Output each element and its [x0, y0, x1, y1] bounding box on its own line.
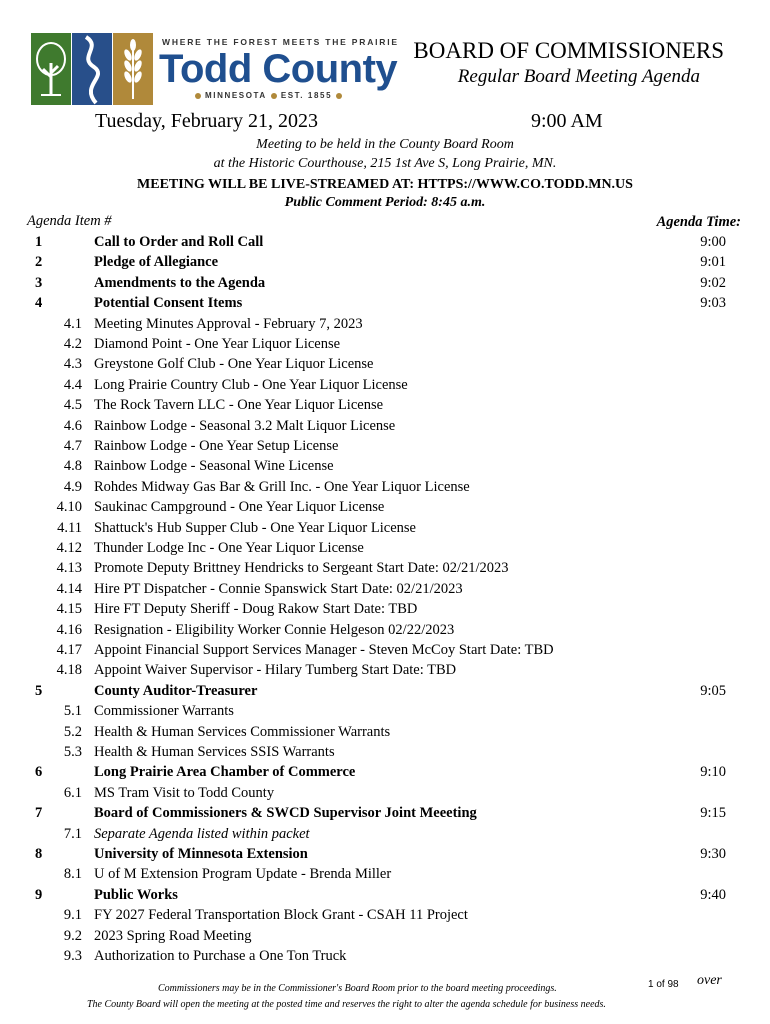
item-text: Thunder Lodge Inc - One Year Liquor License [94, 540, 364, 556]
agenda-item [0, 254, 770, 274]
item-time: 9:00 [700, 234, 726, 250]
subitem-number: 4.13 [56, 560, 82, 577]
item-number: 5 [35, 682, 43, 699]
item-number: 3 [35, 274, 43, 291]
logo-name: Todd County [159, 47, 398, 91]
item-text: Commissioner Warrants [94, 703, 234, 720]
agenda-subitem [0, 622, 770, 642]
item-text: Saukinac Campground - One Year Liquor License [94, 499, 385, 516]
agenda-item [0, 887, 770, 907]
logo-subline [191, 91, 346, 100]
public-comment-period: Public Comment Period: 8:45 a.m. [284, 195, 486, 210]
agenda-subitem [0, 724, 770, 744]
subitem-number: 5.1 [63, 703, 82, 720]
location-line-1: Meeting to be held in the County Board Room [256, 137, 514, 152]
agenda-subitem [0, 438, 770, 458]
agenda-subitem [0, 581, 770, 601]
agenda-subitem [0, 458, 770, 478]
subitem-number: 4.11 [57, 519, 82, 536]
item-number: 1 [35, 234, 43, 250]
subitem-number: 4.1 [63, 315, 82, 332]
item-time: 9:40 [700, 886, 726, 903]
item-text: Diamond Point - One Year Liquor License [94, 336, 341, 352]
subitem-number: 4.17 [56, 642, 82, 658]
item-time: 9:05 [700, 682, 726, 699]
subitem-number: 4.2 [63, 336, 82, 352]
item-text: University of Minnesota Extension [94, 846, 308, 862]
item-text: Hire FT Deputy Sheriff - Doug Rakow Start Date: TBD [94, 601, 418, 618]
agenda-subitem [0, 907, 770, 927]
item-time: 9:03 [700, 295, 726, 312]
agenda-subitem [0, 642, 770, 662]
wheat-icon [113, 33, 153, 105]
item-time: 9:02 [700, 274, 726, 291]
subitem-number: 4.14 [56, 580, 82, 597]
logo-state: MINNESOTA [205, 91, 267, 100]
agenda-subitem [0, 499, 770, 519]
item-text: Public Works [94, 886, 178, 903]
footer-note-2: The County Board will open the meeting at the posted time and reserves the right to alter the agenda schedule for business needs. [87, 999, 606, 1010]
subitem-number: 5.3 [63, 744, 82, 760]
item-text: Greystone Golf Club - One Year Liquor License [94, 356, 374, 373]
item-text: Call to Order and Roll Call [94, 234, 264, 250]
agenda-item [0, 764, 770, 784]
item-text: Board of Commissioners & SWCD Supervisor Joint Meeeting [94, 805, 477, 822]
dot-icon [271, 93, 277, 99]
agenda-item [0, 234, 770, 254]
subitem-number: 4.3 [63, 356, 82, 373]
item-time: 9:10 [700, 764, 726, 781]
agenda-subitem [0, 662, 770, 682]
item-text: Long Prairie Country Club - One Year Liquor License [94, 376, 408, 393]
agenda-item [0, 295, 770, 315]
item-text: Rainbow Lodge - Seasonal 3.2 Malt Liquor License [94, 417, 396, 434]
agenda-subitem [0, 397, 770, 417]
item-number: 9 [35, 886, 43, 903]
agenda-subitem [0, 744, 770, 764]
agenda-subitem [0, 356, 770, 376]
item-number: 7 [35, 805, 43, 822]
location-line-2: at the Historic Courthouse, 215 1st Ave S, Long Prairie, MN. [213, 156, 557, 171]
agenda-subitem [0, 866, 770, 886]
subitem-number: 4.15 [56, 601, 82, 618]
item-text: The Rock Tavern LLC - One Year Liquor License [94, 397, 384, 414]
agenda-subitem [0, 703, 770, 723]
agenda-time-heading: Agenda Time: [656, 214, 741, 230]
item-time: 9:01 [700, 254, 726, 271]
item-time: 9:15 [700, 805, 726, 822]
agenda-subitem [0, 928, 770, 948]
agenda-subitem [0, 316, 770, 336]
agenda-item [0, 846, 770, 866]
item-text: Potential Consent Items [94, 295, 243, 312]
dot-icon [195, 93, 201, 99]
agenda-subitem [0, 826, 770, 846]
river-icon [72, 33, 112, 105]
logo-tagline: WHERE THE FOREST MEETS THE PRAIRIE [162, 37, 399, 47]
livestream-notice: MEETING WILL BE LIVE-STREAMED AT: HTTPS://WWW.CO.TODD.MN.US [137, 177, 633, 192]
subitem-number: 6.1 [63, 784, 82, 801]
footer-note-1: Commissioners may be in the Commissioner's Board Room prior to the board meeting proceedings. [158, 983, 557, 994]
subitem-number: 4.7 [63, 438, 82, 454]
item-text: FY 2027 Federal Transportation Block Grant - CSAH 11 Project [94, 907, 468, 924]
subitem-number: 4.10 [56, 499, 82, 516]
subitem-number: 4.18 [56, 662, 82, 679]
agenda-subtitle: Regular Board Meeting Agenda [457, 66, 700, 87]
item-text: Authorization to Purchase a One Ton Truck [94, 948, 347, 964]
agenda-item [0, 275, 770, 295]
subitem-number: 9.2 [63, 927, 82, 944]
meeting-date: Tuesday, February 21, 2023 [95, 110, 318, 132]
item-text: Hire PT Dispatcher - Connie Spanswick Start Date: 02/21/2023 [94, 580, 463, 597]
subitem-number: 9.1 [63, 907, 82, 924]
subitem-number: 5.2 [63, 723, 82, 740]
item-number: 8 [35, 846, 43, 862]
dot-icon [336, 93, 342, 99]
subitem-number: 9.3 [63, 948, 82, 964]
item-text: Rainbow Lodge - One Year Setup License [94, 438, 339, 454]
subitem-number: 4.4 [63, 376, 82, 393]
subitem-number: 4.8 [63, 458, 82, 475]
item-time: 9:30 [700, 846, 726, 862]
logo-established: EST. 1855 [280, 91, 333, 100]
subitem-number: 4.12 [56, 540, 82, 556]
agenda-item [0, 683, 770, 703]
item-text: Pledge of Allegiance [94, 254, 219, 271]
agenda-item-heading: Agenda Item # [27, 213, 112, 229]
county-logo [31, 33, 399, 105]
agenda-item [0, 805, 770, 825]
subitem-number: 8.1 [63, 866, 82, 883]
agenda-subitem [0, 520, 770, 540]
item-number: 4 [35, 295, 43, 312]
tree-icon [31, 33, 71, 105]
item-text: Health & Human Services Commissioner Warrants [94, 723, 391, 740]
page-number: 1 of 98 [648, 979, 679, 990]
subitem-number: 4.9 [63, 478, 82, 495]
item-text: Resignation - Eligibility Worker Connie Helgeson 02/22/2023 [94, 621, 455, 638]
item-text: Separate Agenda listed within packet [94, 825, 310, 842]
item-text: U of M Extension Program Update - Brenda Miller [94, 866, 392, 883]
agenda-subitem [0, 479, 770, 499]
item-text: MS Tram Visit to Todd County [94, 784, 275, 801]
item-text: Rainbow Lodge - Seasonal Wine License [94, 458, 334, 475]
subitem-number: 4.5 [63, 397, 82, 414]
agenda-subitem [0, 785, 770, 805]
subitem-number: 4.6 [63, 417, 82, 434]
agenda-subitem [0, 336, 770, 356]
over-label: over [697, 973, 722, 988]
item-number: 6 [35, 764, 43, 781]
item-text: Health & Human Services SSIS Warrants [94, 744, 335, 760]
meeting-time: 9:00 AM [531, 110, 603, 132]
item-text: Rohdes Midway Gas Bar & Grill Inc. - One Year Liquor License [94, 478, 470, 495]
item-text: 2023 Spring Road Meeting [94, 927, 252, 944]
agenda-subitem [0, 560, 770, 580]
item-text: Promote Deputy Brittney Hendricks to Sergeant Start Date: 02/21/2023 [94, 560, 509, 577]
item-text: Appoint Financial Support Services Manager - Steven McCoy Start Date: TBD [94, 642, 554, 658]
board-title: BOARD OF COMMISSIONERS [413, 38, 724, 63]
subitem-number: 7.1 [63, 825, 82, 842]
item-text: Long Prairie Area Chamber of Commerce [94, 764, 356, 781]
item-number: 2 [35, 254, 43, 271]
item-text: Meeting Minutes Approval - February 7, 2023 [94, 315, 363, 332]
agenda-subitem [0, 418, 770, 438]
agenda-subitem [0, 948, 770, 968]
agenda-subitem [0, 540, 770, 560]
item-text: Shattuck's Hub Supper Club - One Year Liquor License [94, 519, 416, 536]
item-text: Appoint Waiver Supervisor - Hilary Tumberg Start Date: TBD [94, 662, 457, 679]
subitem-number: 4.16 [56, 621, 82, 638]
item-text: Amendments to the Agenda [94, 274, 266, 291]
agenda-subitem [0, 377, 770, 397]
agenda-subitem [0, 601, 770, 621]
item-text: County Auditor-Treasurer [94, 682, 258, 699]
